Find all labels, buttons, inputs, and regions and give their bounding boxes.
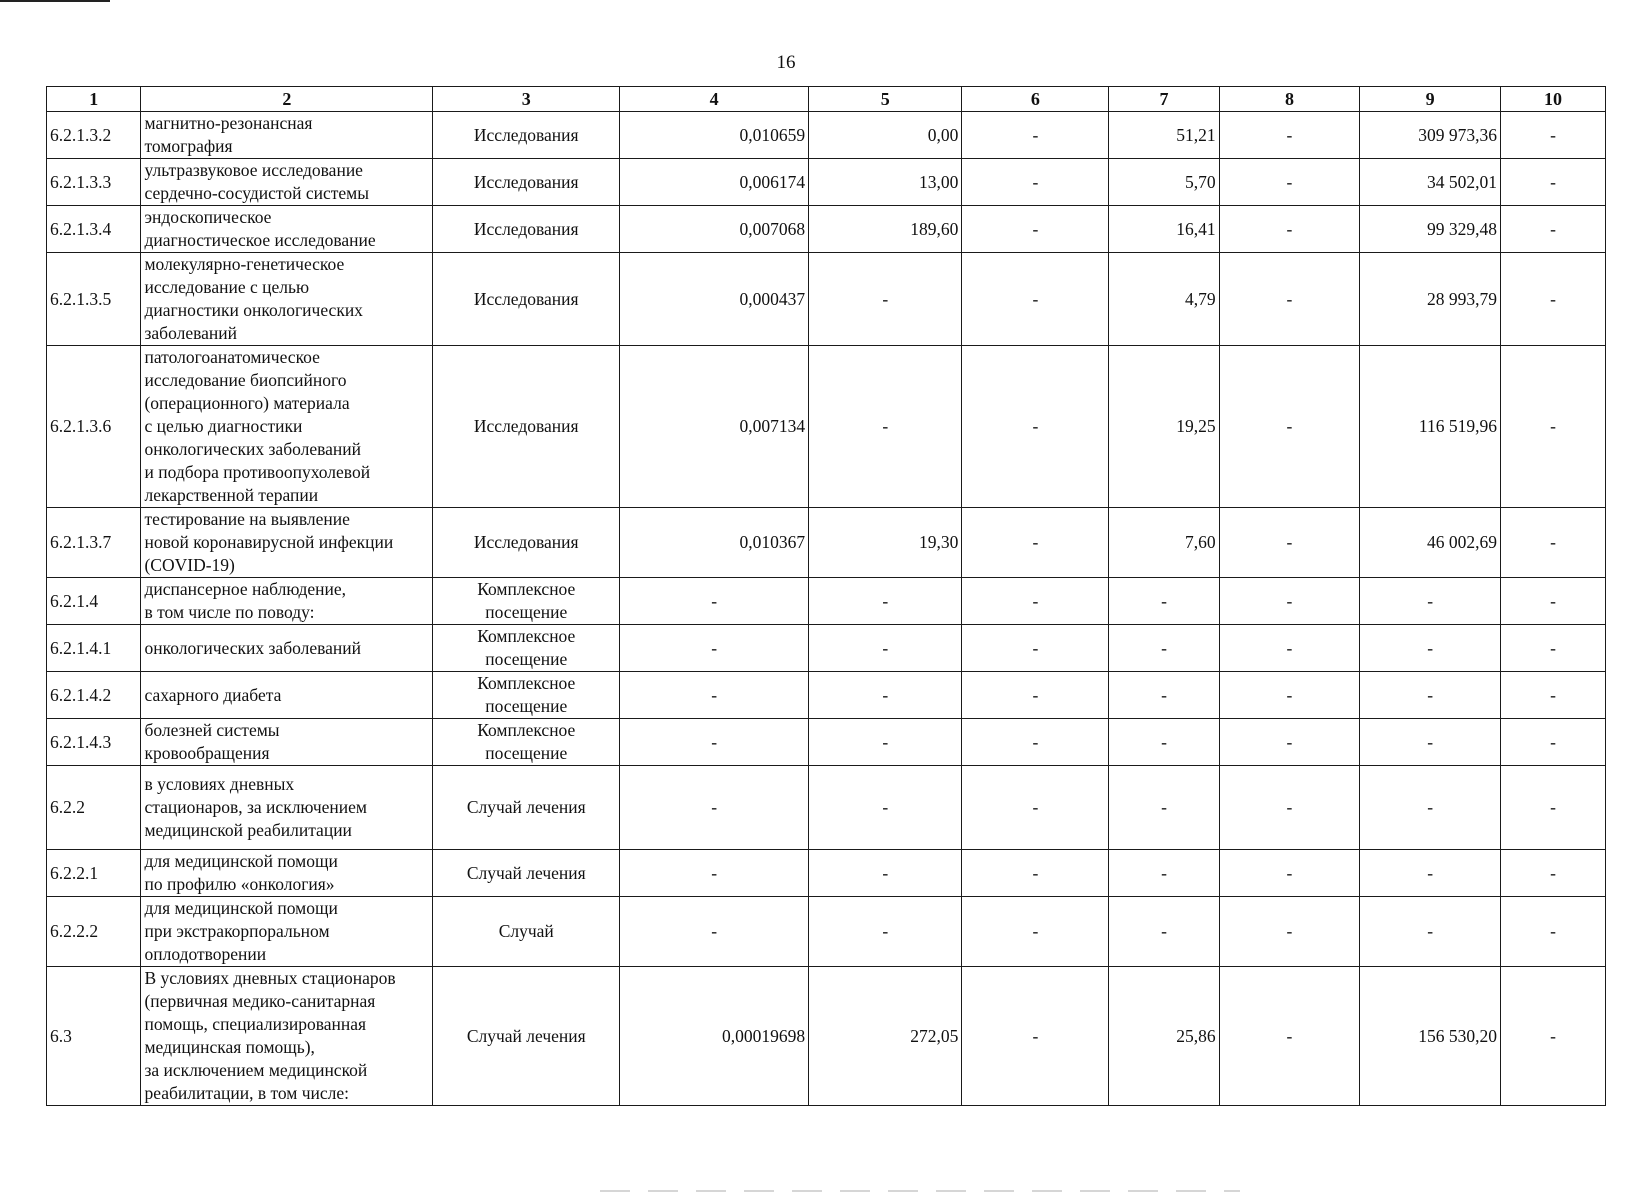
- cell-c9: 34 502,01: [1360, 159, 1501, 206]
- cell-c9: -: [1360, 766, 1501, 850]
- unit-line: Комплексное: [477, 626, 576, 646]
- name-line: по профилю «онкология»: [144, 874, 335, 894]
- name-line: болезней системы: [144, 720, 280, 740]
- row-name: [141, 578, 433, 625]
- row-unit: [433, 253, 620, 346]
- unit-line: Случай лечения: [466, 1025, 586, 1046]
- cell-c5: -: [809, 719, 962, 766]
- row-code: 6.2.1.4.1: [47, 625, 141, 672]
- cell-c8: -: [1219, 206, 1360, 253]
- row-code: 6.2.2.2: [47, 897, 141, 967]
- row-name: [141, 967, 433, 1106]
- cell-c4: 0,010367: [620, 508, 809, 578]
- cell-c8: -: [1219, 766, 1360, 850]
- name-line: для медицинской помощи: [144, 851, 338, 871]
- cell-c8: -: [1219, 850, 1360, 897]
- cell-c5: -: [809, 766, 962, 850]
- name-line: диспансерное наблюдение,: [144, 579, 347, 599]
- col-header-5: 5: [809, 87, 962, 112]
- cell-c4: -: [620, 766, 809, 850]
- cell-c4: 0,006174: [620, 159, 809, 206]
- col-header-6: 6: [962, 87, 1109, 112]
- cell-c10: -: [1500, 206, 1605, 253]
- row-code: 6.2.1.4.3: [47, 719, 141, 766]
- name-line: за исключением медицинской: [144, 1060, 368, 1080]
- row-unit: [433, 766, 620, 850]
- cell-c8: -: [1219, 253, 1360, 346]
- cell-c10: -: [1500, 159, 1605, 206]
- unit-line: посещение: [485, 696, 568, 716]
- name-line: исследование с целью: [144, 277, 310, 297]
- cell-c6: -: [962, 159, 1109, 206]
- col-header-9: 9: [1360, 87, 1501, 112]
- cell-c4: 0,000437: [620, 253, 809, 346]
- row-name: [141, 719, 433, 766]
- cell-c7: -: [1109, 672, 1219, 719]
- cell-c4: 0,00019698: [620, 967, 809, 1106]
- row-name: [141, 206, 433, 253]
- cell-c10: -: [1500, 346, 1605, 508]
- unit-line: Комплексное: [477, 720, 576, 740]
- row-name: [141, 625, 433, 672]
- row-name: [141, 766, 433, 850]
- cell-c6: -: [962, 850, 1109, 897]
- name-line: патологоанатомическое: [144, 347, 320, 367]
- name-line: молекулярно-генетическое: [144, 254, 345, 274]
- row-code: 6.2.1.3.5: [47, 253, 141, 346]
- cell-c5: -: [809, 578, 962, 625]
- cell-c7: -: [1109, 850, 1219, 897]
- cell-c9: 116 519,96: [1360, 346, 1501, 508]
- row-code: 6.2.1.3.7: [47, 508, 141, 578]
- name-line: магнитно-резонансная: [144, 113, 313, 133]
- cell-c9: -: [1360, 625, 1501, 672]
- cell-c9: 99 329,48: [1360, 206, 1501, 253]
- cell-c10: -: [1500, 967, 1605, 1106]
- name-line: для медицинской помощи: [144, 898, 338, 918]
- cell-c5: 0,00: [809, 112, 962, 159]
- cell-c9: -: [1360, 850, 1501, 897]
- cell-c4: -: [620, 719, 809, 766]
- cell-c10: -: [1500, 850, 1605, 897]
- unit-line: Случай лечения: [466, 797, 586, 817]
- name-line: исследование биопсийного: [144, 370, 347, 390]
- cell-c6: -: [962, 672, 1109, 719]
- unit-line: посещение: [485, 649, 568, 669]
- name-line: (COVID-19): [144, 555, 235, 575]
- cell-c9: -: [1360, 897, 1501, 967]
- name-line: кровообращения: [144, 743, 270, 763]
- cell-c6: -: [962, 578, 1109, 625]
- row-code: 6.2.1.3.6: [47, 346, 141, 508]
- table-row: [47, 253, 1606, 346]
- cell-c5: -: [809, 850, 962, 897]
- unit-line: Случай: [498, 921, 554, 941]
- cell-c7: 19,25: [1109, 346, 1219, 508]
- page-number: 16: [776, 52, 796, 73]
- cell-c9: -: [1360, 578, 1501, 625]
- row-code: 6.2.1.4.2: [47, 672, 141, 719]
- table-row: [47, 508, 1606, 578]
- cell-c7: 25,86: [1109, 967, 1219, 1106]
- row-unit: [433, 206, 620, 253]
- cell-c7: 7,60: [1109, 508, 1219, 578]
- cell-c6: -: [962, 897, 1109, 967]
- cell-c4: 0,007134: [620, 346, 809, 508]
- col-header-10: 10: [1500, 87, 1605, 112]
- cell-c7: -: [1109, 578, 1219, 625]
- name-line: с целью диагностики: [144, 416, 303, 436]
- unit-line: Исследования: [473, 288, 579, 309]
- row-unit: [433, 897, 620, 967]
- unit-line: Исследования: [473, 532, 579, 552]
- cell-c7: 4,79: [1109, 253, 1219, 346]
- row-name: [141, 897, 433, 967]
- cell-c9: 28 993,79: [1360, 253, 1501, 346]
- cell-c10: -: [1500, 112, 1605, 159]
- name-line: тестирование на выявление: [144, 509, 350, 529]
- name-line: в условиях дневных: [144, 774, 295, 794]
- row-name: [141, 850, 433, 897]
- cell-c5: 272,05: [809, 967, 962, 1106]
- table-row: [47, 967, 1606, 1106]
- cell-c7: 5,70: [1109, 159, 1219, 206]
- cell-c9: 46 002,69: [1360, 508, 1501, 578]
- name-line: и подбора противоопухолевой: [144, 462, 371, 482]
- table-row: [47, 719, 1606, 766]
- name-line: помощь, специализированная: [144, 1014, 367, 1034]
- col-header-4: 4: [620, 87, 809, 112]
- table-row: [47, 897, 1606, 967]
- table-row: [47, 206, 1606, 253]
- cell-c7: -: [1109, 766, 1219, 850]
- name-line: диагностики онкологических: [144, 300, 363, 320]
- row-unit: [433, 850, 620, 897]
- name-line: В условиях дневных стационаров: [144, 968, 396, 988]
- unit-line: Комплексное: [477, 579, 576, 599]
- cell-c8: -: [1219, 625, 1360, 672]
- row-code: 6.2.1.3.4: [47, 206, 141, 253]
- name-line: реабилитации, в том числе:: [144, 1083, 350, 1103]
- cell-c10: -: [1500, 508, 1605, 578]
- name-line: стационаров, за исключением: [144, 797, 367, 817]
- cell-c8: -: [1219, 508, 1360, 578]
- cell-c10: -: [1500, 625, 1605, 672]
- cell-c10: -: [1500, 897, 1605, 967]
- row-name: [141, 672, 433, 719]
- name-line: диагностическое исследование: [144, 230, 376, 250]
- cell-c9: 156 530,20: [1360, 967, 1501, 1106]
- cell-c5: 189,60: [809, 206, 962, 253]
- row-unit: [433, 672, 620, 719]
- name-line: онкологических заболеваний: [144, 439, 362, 459]
- cell-c6: -: [962, 112, 1109, 159]
- table-row: [47, 346, 1606, 508]
- table-row: [47, 159, 1606, 206]
- name-line: медицинской реабилитации: [144, 820, 352, 840]
- table-row: [47, 578, 1606, 625]
- row-name: [141, 112, 433, 159]
- name-line: (операционного) материала: [144, 393, 350, 413]
- unit-line: Исследования: [473, 124, 579, 145]
- table-row: [47, 766, 1606, 850]
- cell-c4: 0,007068: [620, 206, 809, 253]
- corner-rule: [0, 0, 110, 2]
- table-row: [47, 672, 1606, 719]
- name-line: онкологических заболеваний: [144, 637, 362, 658]
- unit-line: Комплексное: [477, 673, 576, 693]
- cell-c9: -: [1360, 719, 1501, 766]
- col-header-7: 7: [1109, 87, 1219, 112]
- cell-c6: -: [962, 346, 1109, 508]
- cell-c4: -: [620, 625, 809, 672]
- cell-c10: -: [1500, 253, 1605, 346]
- cell-c6: -: [962, 625, 1109, 672]
- column-number-header: [47, 87, 1606, 112]
- cell-c4: -: [620, 897, 809, 967]
- row-code: 6.2.1.3.3: [47, 159, 141, 206]
- cell-c4: -: [620, 850, 809, 897]
- row-unit: [433, 159, 620, 206]
- cell-c8: -: [1219, 897, 1360, 967]
- cell-c7: -: [1109, 719, 1219, 766]
- cell-c6: -: [962, 206, 1109, 253]
- name-line: эндоскопическое: [144, 207, 272, 227]
- cell-c5: -: [809, 672, 962, 719]
- name-line: оплодотворении: [144, 944, 267, 964]
- row-unit: [433, 346, 620, 508]
- unit-line: Исследования: [473, 171, 579, 192]
- table-body: [47, 112, 1606, 1106]
- name-line: медицинская помощь),: [144, 1037, 315, 1057]
- table-row: [47, 112, 1606, 159]
- cell-c8: -: [1219, 578, 1360, 625]
- cell-c7: 16,41: [1109, 206, 1219, 253]
- row-code: 6.2.2.1: [47, 850, 141, 897]
- col-header-2: 2: [141, 87, 433, 112]
- cell-c6: -: [962, 508, 1109, 578]
- name-line: новой коронавирусной инфекции: [144, 532, 394, 552]
- cell-c5: 19,30: [809, 508, 962, 578]
- name-line: лекарственной терапии: [144, 485, 319, 505]
- cell-c8: -: [1219, 672, 1360, 719]
- name-line: сахарного диабета: [144, 684, 282, 705]
- name-line: заболеваний: [144, 323, 237, 343]
- name-line: в том числе по поводу:: [144, 602, 315, 622]
- name-line: при экстракорпоральном: [144, 921, 330, 941]
- unit-line: посещение: [485, 743, 568, 763]
- row-unit: [433, 719, 620, 766]
- row-code: 6.2.1.4: [47, 578, 141, 625]
- cell-c6: -: [962, 967, 1109, 1106]
- cell-c5: -: [809, 897, 962, 967]
- cell-c7: -: [1109, 625, 1219, 672]
- cell-c6: -: [962, 719, 1109, 766]
- cell-c8: -: [1219, 159, 1360, 206]
- scan-artifact: [600, 1190, 1240, 1192]
- cell-c8: -: [1219, 967, 1360, 1106]
- unit-line: Случай лечения: [466, 862, 586, 883]
- data-table: [46, 86, 1606, 1106]
- name-line: (первичная медико-санитарная: [144, 991, 376, 1011]
- cell-c8: -: [1219, 719, 1360, 766]
- row-name: [141, 346, 433, 508]
- cell-c6: -: [962, 766, 1109, 850]
- col-header-1: 1: [47, 87, 141, 112]
- cell-c9: -: [1360, 672, 1501, 719]
- row-unit: [433, 112, 620, 159]
- cell-c5: -: [809, 253, 962, 346]
- cell-c10: -: [1500, 672, 1605, 719]
- row-unit: [433, 625, 620, 672]
- name-line: томография: [144, 136, 233, 156]
- table-row: [47, 850, 1606, 897]
- row-unit: [433, 578, 620, 625]
- cell-c10: -: [1500, 578, 1605, 625]
- row-name: [141, 508, 433, 578]
- row-code: 6.2.1.3.2: [47, 112, 141, 159]
- unit-line: посещение: [485, 602, 568, 622]
- row-code: 6.3: [47, 967, 141, 1106]
- cell-c7: 51,21: [1109, 112, 1219, 159]
- cell-c4: -: [620, 672, 809, 719]
- name-line: ультразвуковое исследование: [144, 160, 363, 180]
- row-name: [141, 159, 433, 206]
- cell-c8: -: [1219, 346, 1360, 508]
- row-unit: [433, 967, 620, 1106]
- cell-c5: -: [809, 346, 962, 508]
- name-line: сердечно-сосудистой системы: [144, 183, 369, 203]
- cell-c10: -: [1500, 719, 1605, 766]
- cell-c6: -: [962, 253, 1109, 346]
- table-row: [47, 625, 1606, 672]
- cell-c4: -: [620, 578, 809, 625]
- row-unit: [433, 508, 620, 578]
- cell-c8: -: [1219, 112, 1360, 159]
- col-header-3: 3: [433, 87, 620, 112]
- cell-c4: 0,010659: [620, 112, 809, 159]
- cell-c7: -: [1109, 897, 1219, 967]
- row-code: 6.2.2: [47, 766, 141, 850]
- cell-c9: 309 973,36: [1360, 112, 1501, 159]
- cell-c5: -: [809, 625, 962, 672]
- unit-line: Исследования: [473, 218, 579, 239]
- row-name: [141, 253, 433, 346]
- cell-c5: 13,00: [809, 159, 962, 206]
- cell-c10: -: [1500, 766, 1605, 850]
- unit-line: Исследования: [473, 416, 579, 436]
- col-header-8: 8: [1219, 87, 1360, 112]
